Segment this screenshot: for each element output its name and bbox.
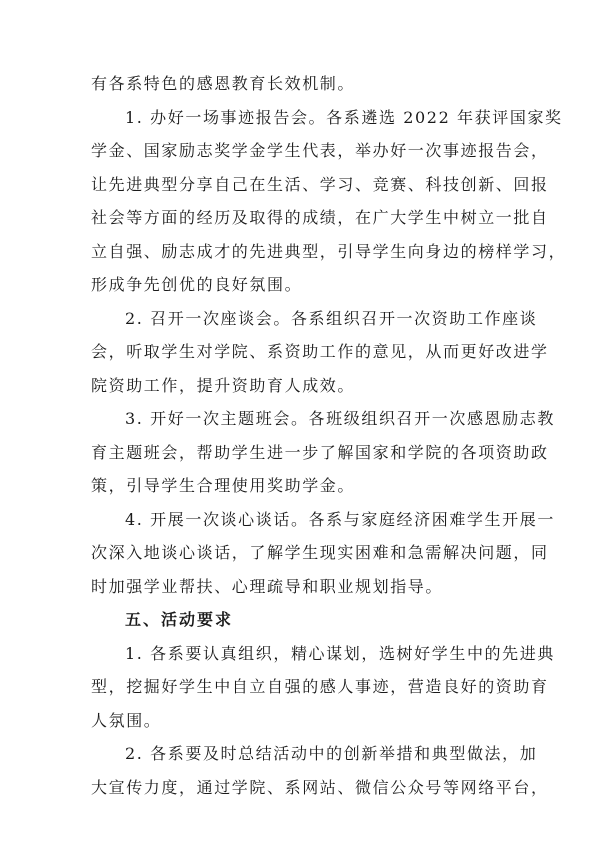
text-line: 人氛围。 bbox=[91, 711, 162, 730]
text-line: 2. 召开一次座谈会。各系组织召开一次资助工作座谈 bbox=[125, 309, 538, 328]
text-line: 让先进典型分享自己在生活、学习、竞赛、科技创新、回报 bbox=[91, 175, 549, 194]
text-line: 策，引导学生合理使用奖助学金。 bbox=[91, 476, 356, 495]
text-line: 学金、国家励志奖学金学生代表，举办好一次事迹报告会， bbox=[91, 141, 549, 160]
text-line: 立自强、励志成才的先进典型，引导学生向身边的榜样学习， bbox=[91, 242, 567, 261]
text-line: 3. 开好一次主题班会。各班级组织召开一次感恩励志教 bbox=[125, 409, 555, 428]
text-line: 形成争先创优的良好氛围。 bbox=[91, 275, 303, 294]
text-line: 型，挖掘好学生中自立自强的感人事迹，营造良好的资助育 bbox=[91, 677, 549, 696]
text-line: 1. 各系要认真组织，精心谋划，选树好学生中的先进典 bbox=[125, 644, 555, 663]
text-line: 4. 开展一次谈心谈话。各系与家庭经济困难学生开展一 bbox=[125, 510, 555, 529]
text-line: 育主题班会，帮助学生进一步了解国家和学院的各项资助政 bbox=[91, 443, 549, 462]
text-line: 时加强学业帮扶、心理疏导和职业规划指导。 bbox=[91, 577, 444, 596]
text-line: 会，听取学生对学院、系资助工作的意见，从而更好改进学 bbox=[91, 342, 549, 361]
text-line: 院资助工作，提升资助育人成效。 bbox=[91, 376, 356, 395]
text-line: 1. 办好一场事迹报告会。各系遴选 2022 年获评国家奖 bbox=[125, 108, 563, 127]
section-heading: 五、活动要求 bbox=[125, 610, 234, 629]
text-line: 社会等方面的经历及取得的成绩，在广大学生中树立一批自 bbox=[91, 208, 549, 227]
text-line: 2. 各系要及时总结活动中的创新举措和典型做法，加 bbox=[125, 744, 538, 763]
text-line: 有各系特色的感恩教育长效机制。 bbox=[91, 74, 356, 93]
text-line: 大宣传力度，通过学院、系网站、微信公众号等网络平台， bbox=[91, 778, 549, 797]
text-line: 次深入地谈心谈话，了解学生现实困难和急需解决问题，同 bbox=[91, 543, 549, 562]
